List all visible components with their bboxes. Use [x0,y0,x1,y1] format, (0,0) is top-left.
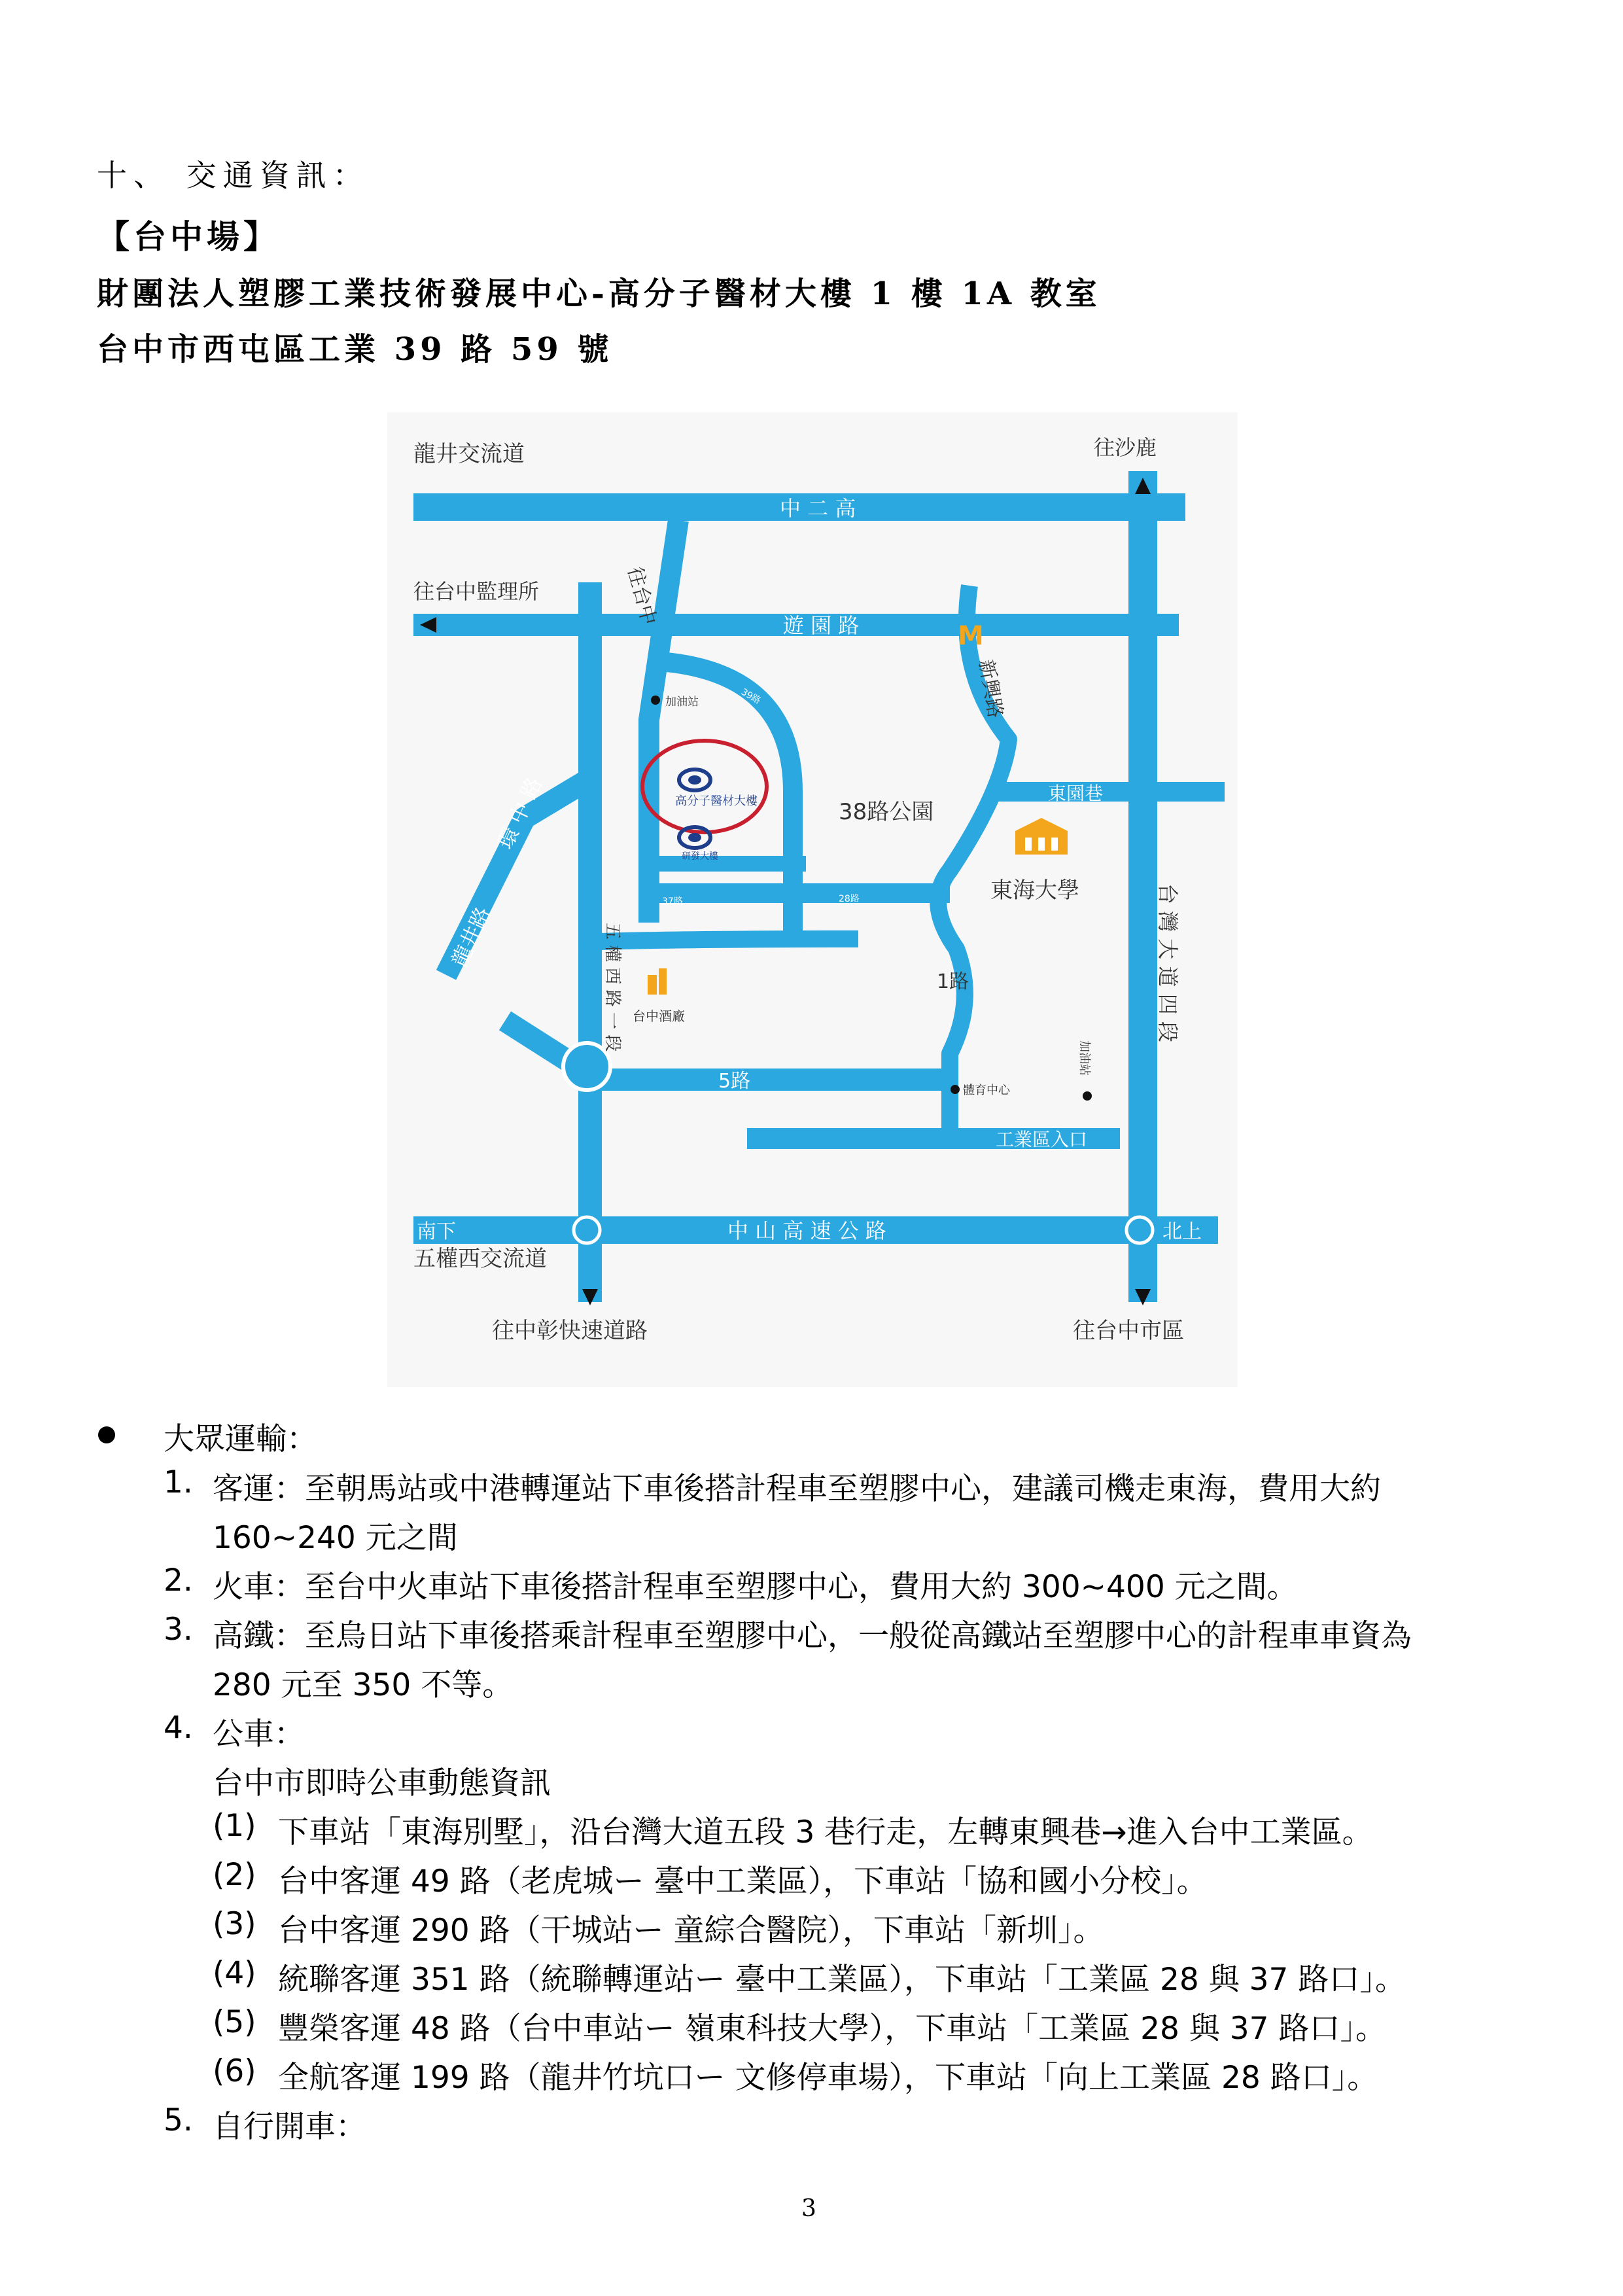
location-map [387,412,1238,1387]
map-label-taiwan-blvd: 台 灣 大 道 四 段 [1155,883,1180,1042]
page-number: 3 [801,2195,816,2222]
map-label-road37: 37路 [662,896,683,907]
roundabout-north [1126,1217,1153,1243]
map-label-longjing: 龍井交流道 [413,441,525,467]
item-2-number: 2. [164,1563,193,1598]
map-label-park38: 38路公園 [839,799,934,825]
map-label-southbound: 南下 [417,1220,456,1243]
bullet-icon [98,1426,115,1443]
map-label-polymer: 高分子醫材大樓 [675,794,758,808]
bus-route-1-text: 下車站「東海別墅」，沿台灣大道五段 3 巷行走，左轉東興巷→進入台中工業區。 [278,1814,1373,1850]
map-label-zhongshan: 中 山 高 速 公 路 [727,1218,886,1243]
map-label-wuquan-interchange: 五權西交流道 [413,1246,547,1272]
map-label-supervision: 往台中監理所 [413,579,540,604]
item-3-line2: 280 元至 350 不等。 [213,1667,514,1703]
sports-center-icon [951,1085,960,1094]
venue-address: 台中市西屯區工業 39 路 59 號 [97,331,613,368]
map-label-huanzhong: 環 中 路 [492,773,548,853]
map-label-northbound: 北上 [1162,1220,1202,1243]
map-label-zhonger: 中 二 高 [780,496,856,521]
map-label-road5: 5路 [718,1070,751,1093]
bus-route-5-number: (5) [213,2004,256,2040]
bus-route-1-number: (1) [213,1808,256,1844]
map-label-to-taichung: 往台中 [623,565,661,628]
map-label-wuquan: 五 權 西 路 一 段 [602,923,622,1052]
organization-name: 財團法人塑膠工業技術發展中心-高分子醫材大樓 1 樓 1A 教室 [97,275,1101,312]
map-label-road1: 1路 [937,970,969,993]
gas-station-right-icon [1083,1091,1092,1101]
road-28 [584,939,858,942]
map-label-xinxing: 新興路 [974,658,1007,720]
map-label-city: 往台中市區 [1073,1318,1184,1344]
bus-route-2-number: (2) [213,1857,256,1893]
map-label-gas-top: 加油站 [665,696,699,709]
item-4-line1: 公車： [213,1716,305,1752]
bus-route-6-number: (6) [213,2053,256,2089]
item-4-number: 4. [164,1710,193,1746]
bus-route-4-text: 統聯客運 351 路（統聯轉運站ー 臺中工業區），下車站「工業區 28 與 37 路口」。 [278,1962,1406,1998]
map-label-gas-right: 加油站 [1077,1040,1091,1076]
map-label-youyuan: 遊 園 路 [783,613,860,638]
venue-label: 【台中場】 [97,217,280,256]
section-heading: 十、 交通資訊： [97,158,370,193]
item-1-number: 1. [164,1464,193,1500]
map-label-zhongzhang: 往中彰快速道路 [492,1318,648,1344]
bus-route-4-number: (4) [213,1955,256,1991]
roundabout-south [574,1217,600,1243]
item-3-number: 3. [164,1612,193,1648]
map-label-winery: 台中酒廠 [633,1008,685,1024]
item-5-number: 5. [164,2102,193,2138]
bus-route-3-number: (3) [213,1906,256,1942]
map-label-rd: 研發大樓 [682,851,718,862]
item-3-line1: 高鐵：至烏日站下車後搭乘計程車至塑膠中心，一般從高鐵站至塑膠中心的計程車車資為 [213,1618,1412,1654]
bus-route-3-text: 台中客運 290 路（干城站ー 童綜合醫院），下車站「新圳」。 [278,1913,1104,1949]
bus-route-5-text: 豐榮客運 48 路（台中車站ー 嶺東科技大學），下車站「工業區 28 與 37 路口」。 [278,2011,1386,2047]
map-label-road28: 28路 [839,894,860,904]
map-label-longjing-road: 龍井路 [446,903,496,971]
item-2-line1: 火車：至台中火車站下車後搭計程車至塑膠中心，費用大約 300~400 元之間。 [213,1569,1298,1605]
mcdonalds-icon: M [958,621,984,651]
item-5-text: 自行開車： [213,2109,366,2145]
transport-heading: 大眾運輸： [164,1421,317,1457]
bus-route-6-text: 全航客運 199 路（龍井竹坑口ー 文修停車場），下車站「向上工業區 28 路口」。 [278,2060,1378,2096]
map-label-industrial: 工業區入口 [996,1129,1088,1150]
item-1-line1: 客運：至朝馬站或中港轉運站下車後搭計程車至塑膠中心，建議司機走東海，費用大約 [213,1471,1381,1507]
map-label-tunghai: 東海大學 [990,877,1079,904]
map-label-sports: 體育中心 [963,1084,1010,1097]
map-label-to-shalu: 往沙鹿 [1094,435,1157,460]
map-label-donghai: 東園巷 [1048,783,1104,804]
bus-info-link[interactable]: 台中市即時公車動態資訊 [213,1765,551,1801]
bus-route-2-text: 台中客運 49 路（老虎城ー 臺中工業區），下車站「協和國小分校」。 [278,1863,1208,1899]
gas-station-top-icon [651,696,660,705]
map-label-road39: 39路 [739,686,763,707]
item-1-line2: 160~240 元之間 [213,1520,458,1556]
